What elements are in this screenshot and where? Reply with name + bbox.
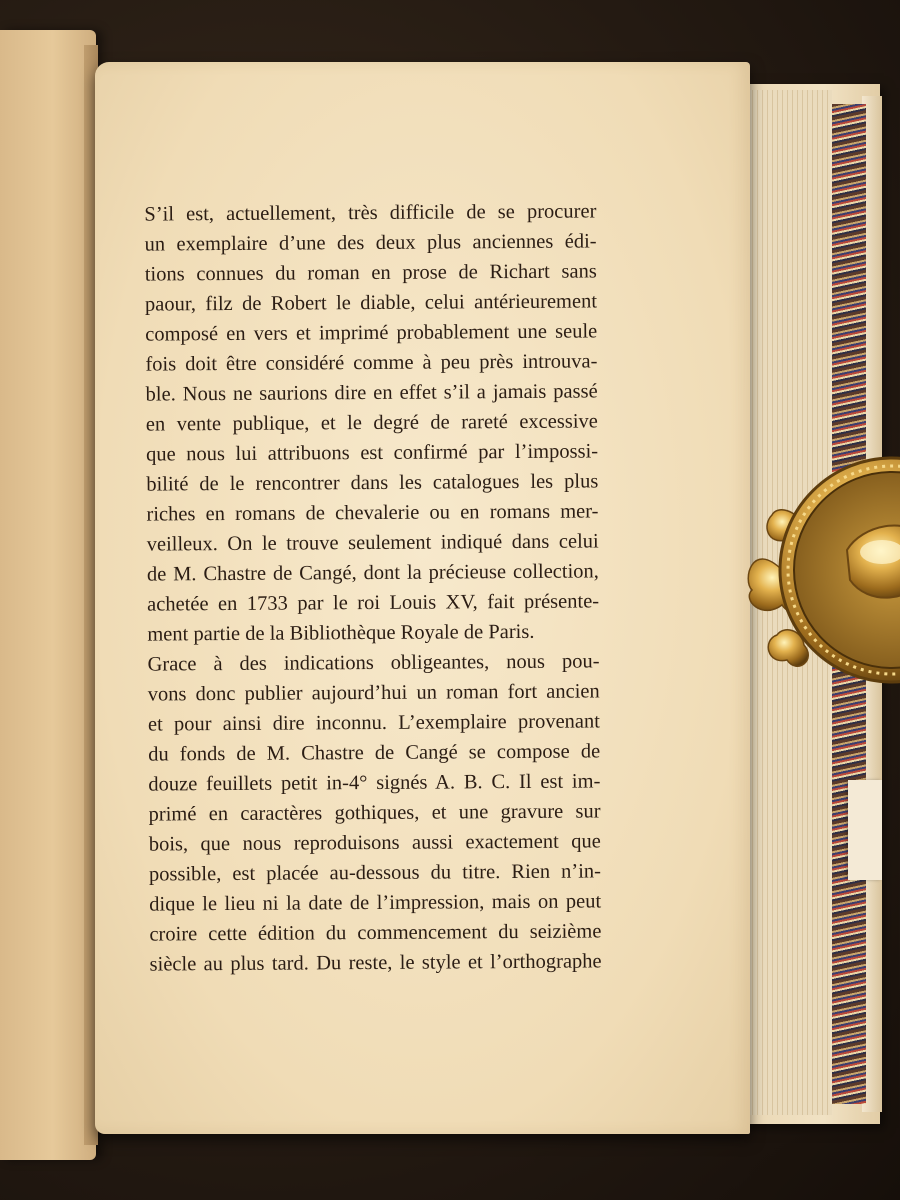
page-text [144,196,601,979]
text-line: tions connues du roman en prose de Richart sans [144,260,597,286]
text-line: douze feuillets petit in-4° signés A. B. C. Il est im- [148,770,601,796]
text-line: S’il est, actuellement, très difficile de se procurer [144,200,597,226]
text-line: dique le lieu ni la date de l’impression, mais on peut [149,890,602,916]
text-line: fois doit être considéré comme à peu près introuva- [145,350,598,376]
paragraph-2 [147,646,601,979]
text-line: ble. Nous ne saurions dire en effet s’il a jamais passé [145,380,598,406]
book-page [95,62,750,1134]
text-line: primé en caractères gothiques, et une gravure sur [148,800,601,826]
text-line: possible, est placée au-dessous du titre. Rien n’in- [148,860,602,886]
text-line: riches en romans de chevalerie ou en romans mer- [146,500,599,526]
text-line: en vente publique, et le degré de rareté excessive [145,410,598,436]
text-line: paour, filz de Robert le diable, celui antérieurement [144,290,598,316]
text-line: ment partie de la Bibliothèque Royale de Paris. [147,620,535,646]
text-line: achetée en 1733 par le roi Louis XV, fait présente- [147,590,600,616]
text-line: du fonds de M. Chastre de Cangé se compose de [148,740,601,766]
text-line: et pour ainsi dire inconnu. L’exemplaire provenant [147,710,601,736]
text-line: un exemplaire d’une des deux plus anciennes édi- [144,230,597,256]
text-line: siècle au plus tard. Du reste, le style et l’orthographe [149,950,602,976]
text-line: veilleux. On le trouve seulement indiqué dans celui [146,530,599,556]
brass-clasp-icon [742,420,900,720]
text-line: composé en vers et imprimé probablement une seule [145,320,598,346]
text-line: croire cette édition du commencement du seizième [149,920,602,946]
left-book-cover [0,30,96,1160]
page-tab [848,780,882,880]
text-line: bois, que nous reproduisons aussi exactement que [148,830,601,856]
text-line: que nous lui attribuons est confirmé par l’impossi- [145,440,599,466]
text-line: Grace à des indications obligeantes, nous pou- [147,650,600,676]
text-line: de M. Chastre de Cangé, dont la précieuse collection, [146,560,599,586]
text-line: vons donc publier aujourd’hui un roman fort ancien [147,680,600,706]
text-line: bilité de le rencontrer dans les catalogues les plus [146,470,599,496]
paragraph-1 [144,196,599,649]
